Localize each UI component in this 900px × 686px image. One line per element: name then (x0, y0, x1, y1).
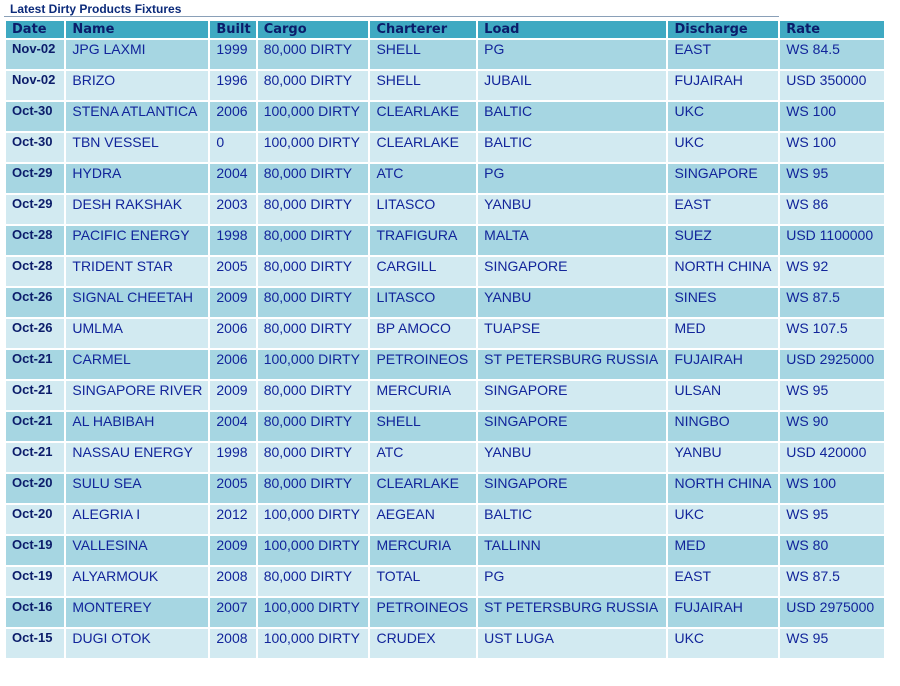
cell-name: PACIFIC ENERGY (66, 226, 208, 255)
column-header-charterer[interactable]: Charterer (370, 21, 476, 38)
table-row[interactable] (6, 412, 884, 441)
cell-date: Nov-02 (6, 71, 64, 100)
cell-rate: WS 95 (780, 381, 884, 410)
cell-load: BALTIC (478, 133, 666, 162)
cell-name: TBN VESSEL (66, 133, 208, 162)
cell-cargo: 100,000 DIRTY (258, 536, 369, 565)
cell-charterer: MERCURIA (370, 381, 476, 410)
cell-cargo: 80,000 DIRTY (258, 71, 369, 100)
cell-cargo: 80,000 DIRTY (258, 443, 369, 472)
cell-charterer: CLEARLAKE (370, 133, 476, 162)
cell-discharge: YANBU (668, 443, 778, 472)
cell-name: SIGNAL CHEETAH (66, 288, 208, 317)
cell-date: Oct-26 (6, 319, 64, 348)
cell-load: BALTIC (478, 102, 666, 131)
cell-rate: WS 92 (780, 257, 884, 286)
cell-built: 1998 (210, 226, 255, 255)
cell-load: SINGAPORE (478, 412, 666, 441)
cell-discharge: FUJAIRAH (668, 350, 778, 379)
cell-date: Oct-29 (6, 164, 64, 193)
cell-cargo: 100,000 DIRTY (258, 598, 369, 627)
cell-charterer: TRAFIGURA (370, 226, 476, 255)
cell-cargo: 80,000 DIRTY (258, 288, 369, 317)
cell-load: JUBAIL (478, 71, 666, 100)
cell-cargo: 80,000 DIRTY (258, 164, 369, 193)
cell-date: Oct-21 (6, 412, 64, 441)
table-row[interactable] (6, 195, 884, 224)
cell-rate: WS 87.5 (780, 567, 884, 596)
table-header-row (6, 21, 884, 38)
cell-name: HYDRA (66, 164, 208, 193)
cell-date: Oct-15 (6, 629, 64, 658)
cell-load: SINGAPORE (478, 474, 666, 503)
cell-built: 1998 (210, 443, 255, 472)
cell-rate: WS 100 (780, 102, 884, 131)
cell-charterer: AEGEAN (370, 505, 476, 534)
cell-cargo: 100,000 DIRTY (258, 102, 369, 131)
cell-load: ST PETERSBURG RUSSIA (478, 350, 666, 379)
cell-rate: WS 80 (780, 536, 884, 565)
cell-discharge: UKC (668, 133, 778, 162)
cell-rate: WS 84.5 (780, 40, 884, 69)
cell-charterer: CLEARLAKE (370, 102, 476, 131)
table-row[interactable] (6, 567, 884, 596)
cell-cargo: 100,000 DIRTY (258, 505, 369, 534)
cell-name: BRIZO (66, 71, 208, 100)
fixtures-table-body (6, 40, 884, 658)
cell-rate: WS 95 (780, 629, 884, 658)
cell-rate: WS 95 (780, 164, 884, 193)
column-header-name[interactable]: Name (66, 21, 208, 38)
cell-date: Oct-21 (6, 381, 64, 410)
table-row[interactable] (6, 40, 884, 69)
cell-charterer: CLEARLAKE (370, 474, 476, 503)
cell-built: 2006 (210, 319, 255, 348)
cell-built: 2008 (210, 567, 255, 596)
cell-built: 0 (210, 133, 255, 162)
table-row[interactable] (6, 164, 884, 193)
cell-discharge: ULSAN (668, 381, 778, 410)
cell-cargo: 100,000 DIRTY (258, 350, 369, 379)
cell-charterer: BP AMOCO (370, 319, 476, 348)
cell-discharge: UKC (668, 102, 778, 131)
cell-date: Oct-20 (6, 505, 64, 534)
cell-built: 2004 (210, 164, 255, 193)
table-row[interactable] (6, 71, 884, 100)
cell-charterer: LITASCO (370, 288, 476, 317)
cell-rate: WS 86 (780, 195, 884, 224)
cell-charterer: TOTAL (370, 567, 476, 596)
cell-date: Oct-21 (6, 443, 64, 472)
cell-name: AL HABIBAH (66, 412, 208, 441)
cell-name: UMLMA (66, 319, 208, 348)
cell-load: YANBU (478, 288, 666, 317)
cell-load: UST LUGA (478, 629, 666, 658)
cell-name: NASSAU ENERGY (66, 443, 208, 472)
cell-cargo: 80,000 DIRTY (258, 195, 369, 224)
column-header-load[interactable]: Load (478, 21, 666, 38)
cell-cargo: 80,000 DIRTY (258, 40, 369, 69)
cell-name: TRIDENT STAR (66, 257, 208, 286)
cell-load: PG (478, 40, 666, 69)
cell-load: SINGAPORE (478, 257, 666, 286)
cell-built: 2009 (210, 288, 255, 317)
cell-rate: WS 95 (780, 505, 884, 534)
table-row[interactable] (6, 629, 884, 658)
cell-charterer: CARGILL (370, 257, 476, 286)
cell-built: 2012 (210, 505, 255, 534)
cell-date: Oct-28 (6, 226, 64, 255)
cell-name: ALYARMOUK (66, 567, 208, 596)
cell-discharge: MED (668, 319, 778, 348)
table-row[interactable] (6, 350, 884, 379)
cell-date: Oct-30 (6, 133, 64, 162)
table-row[interactable] (6, 226, 884, 255)
cell-cargo: 80,000 DIRTY (258, 257, 369, 286)
cell-name: STENA ATLANTICA (66, 102, 208, 131)
cell-load: PG (478, 164, 666, 193)
cell-name: ALEGRIA I (66, 505, 208, 534)
table-row[interactable] (6, 536, 884, 565)
cell-cargo: 80,000 DIRTY (258, 567, 369, 596)
cell-name: JPG LAXMI (66, 40, 208, 69)
cell-charterer: MERCURIA (370, 536, 476, 565)
cell-discharge: NORTH CHINA (668, 474, 778, 503)
cell-built: 2009 (210, 536, 255, 565)
cell-discharge: EAST (668, 40, 778, 69)
cell-discharge: NORTH CHINA (668, 257, 778, 286)
table-row[interactable] (6, 257, 884, 286)
cell-charterer: CRUDEX (370, 629, 476, 658)
cell-built: 2008 (210, 629, 255, 658)
cell-load: TUAPSE (478, 319, 666, 348)
table-row[interactable] (6, 598, 884, 627)
cell-discharge: FUJAIRAH (668, 71, 778, 100)
cell-discharge: MED (668, 536, 778, 565)
table-row[interactable] (6, 288, 884, 317)
cell-built: 2009 (210, 381, 255, 410)
cell-cargo: 80,000 DIRTY (258, 412, 369, 441)
cell-cargo: 100,000 DIRTY (258, 629, 369, 658)
cell-rate: WS 87.5 (780, 288, 884, 317)
cell-rate: WS 100 (780, 474, 884, 503)
cell-date: Oct-16 (6, 598, 64, 627)
cell-date: Oct-21 (6, 350, 64, 379)
cell-name: CARMEL (66, 350, 208, 379)
cell-date: Oct-19 (6, 567, 64, 596)
cell-built: 2005 (210, 474, 255, 503)
cell-date: Oct-29 (6, 195, 64, 224)
cell-rate: WS 100 (780, 133, 884, 162)
cell-rate: WS 107.5 (780, 319, 884, 348)
column-header-cargo[interactable]: Cargo (258, 21, 369, 38)
cell-charterer: SHELL (370, 412, 476, 441)
column-header-date[interactable]: Date (6, 21, 64, 38)
cell-built: 2003 (210, 195, 255, 224)
cell-cargo: 100,000 DIRTY (258, 133, 369, 162)
cell-discharge: SINES (668, 288, 778, 317)
cell-built: 1999 (210, 40, 255, 69)
cell-discharge: NINGBO (668, 412, 778, 441)
cell-charterer: PETROINEOS (370, 350, 476, 379)
cell-date: Nov-02 (6, 40, 64, 69)
table-row[interactable] (6, 505, 884, 534)
cell-name: DESH RAKSHAK (66, 195, 208, 224)
cell-discharge: FUJAIRAH (668, 598, 778, 627)
cell-built: 2006 (210, 350, 255, 379)
table-row[interactable] (6, 133, 884, 162)
cell-discharge: UKC (668, 505, 778, 534)
cell-name: SINGAPORE RIVER (66, 381, 208, 410)
cell-built: 2006 (210, 102, 255, 131)
cell-built: 2004 (210, 412, 255, 441)
cell-date: Oct-28 (6, 257, 64, 286)
table-row[interactable] (6, 319, 884, 348)
table-row[interactable] (6, 102, 884, 131)
cell-charterer: SHELL (370, 71, 476, 100)
title-divider (4, 16, 779, 17)
cell-charterer: ATC (370, 164, 476, 193)
cell-date: Oct-20 (6, 474, 64, 503)
cell-rate: USD 420000 (780, 443, 884, 472)
cell-cargo: 80,000 DIRTY (258, 474, 369, 503)
table-row[interactable] (6, 443, 884, 472)
cell-cargo: 80,000 DIRTY (258, 381, 369, 410)
cell-date: Oct-26 (6, 288, 64, 317)
cell-name: VALLESINA (66, 536, 208, 565)
cell-date: Oct-30 (6, 102, 64, 131)
cell-rate: USD 350000 (780, 71, 884, 100)
column-header-rate[interactable]: Rate (780, 21, 884, 38)
cell-discharge: SUEZ (668, 226, 778, 255)
cell-discharge: EAST (668, 195, 778, 224)
cell-discharge: SINGAPORE (668, 164, 778, 193)
cell-load: YANBU (478, 443, 666, 472)
cell-load: TALLINN (478, 536, 666, 565)
cell-charterer: SHELL (370, 40, 476, 69)
cell-rate: USD 1100000 (780, 226, 884, 255)
cell-name: MONTEREY (66, 598, 208, 627)
cell-load: PG (478, 567, 666, 596)
cell-load: BALTIC (478, 505, 666, 534)
cell-rate: USD 2925000 (780, 350, 884, 379)
cell-discharge: UKC (668, 629, 778, 658)
cell-charterer: ATC (370, 443, 476, 472)
cell-discharge: EAST (668, 567, 778, 596)
column-header-built[interactable]: Built (210, 21, 255, 38)
cell-rate: WS 90 (780, 412, 884, 441)
cell-built: 2007 (210, 598, 255, 627)
cell-cargo: 80,000 DIRTY (258, 319, 369, 348)
cell-rate: USD 2975000 (780, 598, 884, 627)
cell-built: 2005 (210, 257, 255, 286)
cell-load: YANBU (478, 195, 666, 224)
cell-load: SINGAPORE (478, 381, 666, 410)
cell-load: MALTA (478, 226, 666, 255)
cell-cargo: 80,000 DIRTY (258, 226, 369, 255)
cell-charterer: PETROINEOS (370, 598, 476, 627)
cell-date: Oct-19 (6, 536, 64, 565)
table-row[interactable] (6, 381, 884, 410)
cell-name: SULU SEA (66, 474, 208, 503)
page-title: Latest Dirty Products Fixtures (10, 2, 182, 16)
table-row[interactable] (6, 474, 884, 503)
cell-name: DUGI OTOK (66, 629, 208, 658)
fixtures-table (4, 19, 886, 660)
cell-built: 1996 (210, 71, 255, 100)
column-header-discharge[interactable]: Discharge (668, 21, 778, 38)
cell-load: ST PETERSBURG RUSSIA (478, 598, 666, 627)
cell-charterer: LITASCO (370, 195, 476, 224)
